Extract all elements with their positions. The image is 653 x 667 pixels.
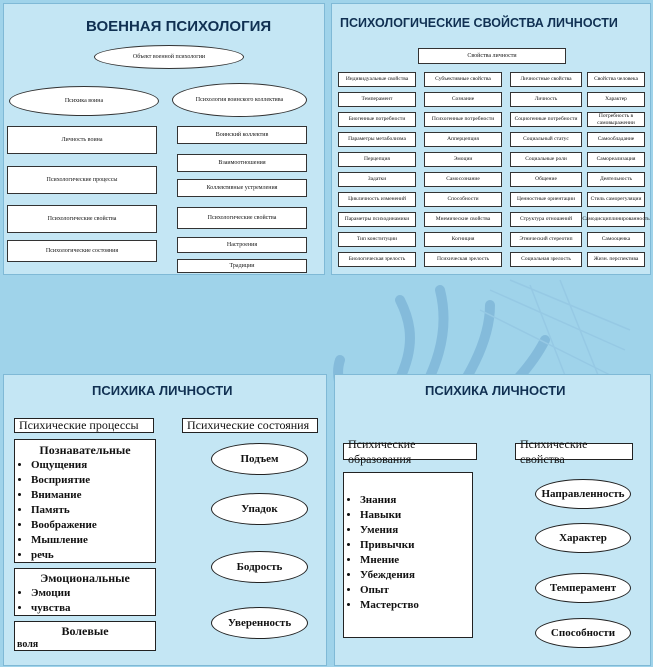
property-column-header: Индивидуальные свойства bbox=[338, 72, 416, 87]
property-cell: Цикличность изменений bbox=[338, 192, 416, 207]
list-item: • Воображение bbox=[31, 518, 155, 533]
property-cell: Когниция bbox=[424, 232, 502, 247]
property-cell: Тип конституции bbox=[338, 232, 416, 247]
left-item-1: Личность воина bbox=[7, 126, 157, 154]
left-item-4: Психологические состояния bbox=[7, 240, 157, 262]
left-item-3: Психологические свойства bbox=[7, 205, 157, 233]
property-oval-3: Темперамент bbox=[535, 573, 631, 603]
property-cell: Личность bbox=[510, 92, 582, 107]
list-item: • Привычки bbox=[360, 538, 472, 553]
property-cell: Социальные роли bbox=[510, 152, 582, 167]
warrior-psyche-ellipse: Психика воина bbox=[9, 86, 159, 116]
property-cell: Самообладание bbox=[587, 132, 645, 147]
right-item-3: Коллективные устремления bbox=[177, 179, 307, 197]
property-cell: Сознание bbox=[424, 92, 502, 107]
property-cell: Эмоции bbox=[424, 152, 502, 167]
emotional-box bbox=[14, 568, 156, 616]
list-item: • Эмоции bbox=[31, 586, 155, 601]
collective-psychology-ellipse: Психология воинского коллектива bbox=[172, 83, 307, 117]
object-ellipse: Объект военной психологии bbox=[94, 45, 244, 69]
list-item: • Мышление bbox=[31, 533, 155, 548]
military-psychology-panel bbox=[3, 3, 325, 275]
property-cell: Общение bbox=[510, 172, 582, 187]
cognitive-heading: Познавательные bbox=[39, 443, 131, 457]
list-item: • Опыт bbox=[360, 583, 472, 598]
property-cell: Параметры психодинамики bbox=[338, 212, 416, 227]
states-header: Психические состояния bbox=[182, 418, 318, 433]
list-item: • Ощущения bbox=[31, 458, 155, 473]
property-cell: Деятельность bbox=[587, 172, 645, 187]
property-cell: Психогенные потребности bbox=[424, 112, 502, 127]
list-item: • Навыки bbox=[360, 508, 472, 523]
property-cell: Способности bbox=[424, 192, 502, 207]
psyche-panel-left bbox=[3, 374, 327, 666]
property-cell: Социогенные потребности bbox=[510, 112, 582, 127]
state-oval-1: Подъем bbox=[211, 443, 308, 475]
property-oval-1: Направленность bbox=[535, 479, 631, 509]
property-oval-2: Характер bbox=[535, 523, 631, 553]
list-item: • Мастерство bbox=[360, 598, 472, 613]
list-item: • Умения bbox=[360, 523, 472, 538]
property-cell: Мнемические свойства bbox=[424, 212, 502, 227]
military-psychology-title: ВОЕННАЯ ПСИХОЛОГИЯ bbox=[86, 18, 272, 35]
right-item-4: Психологические свойства bbox=[177, 207, 307, 229]
left-item-2: Психологические процессы bbox=[7, 166, 157, 194]
list-item: • речь bbox=[31, 548, 155, 563]
property-cell: Психическая зрелость bbox=[424, 252, 502, 267]
emotional-list bbox=[15, 586, 155, 616]
personality-properties-panel bbox=[331, 3, 651, 275]
state-oval-3: Бодрость bbox=[211, 551, 308, 583]
property-cell: Жизн. перспектива bbox=[587, 252, 645, 267]
property-cell: Ценностные ориентации bbox=[510, 192, 582, 207]
property-cell: Этнический стереотип bbox=[510, 232, 582, 247]
cognitive-list bbox=[15, 458, 155, 563]
volitional-tail: воля bbox=[17, 639, 39, 650]
psyche-right-title: ПСИХИКА ЛИЧНОСТИ bbox=[425, 383, 566, 398]
property-column-header: Личностные свойства bbox=[510, 72, 582, 87]
list-item: • Знания bbox=[360, 493, 472, 508]
formations-list bbox=[344, 493, 472, 613]
emotional-heading: Эмоциональные bbox=[40, 571, 130, 585]
property-cell: Характер bbox=[587, 92, 645, 107]
properties-header: Свойства личности bbox=[418, 48, 566, 64]
state-oval-2: Упадок bbox=[211, 493, 308, 525]
personality-properties-title: ПСИХОЛОГИЧЕСКИЕ СВОЙСТВА ЛИЧНОСТИ bbox=[340, 16, 618, 30]
property-cell: Самооценка bbox=[587, 232, 645, 247]
volitional-heading: Волевые bbox=[61, 624, 109, 638]
property-cell: Самодисциплинированность bbox=[587, 212, 645, 227]
property-cell: Темперамент bbox=[338, 92, 416, 107]
formations-header: Психические образования bbox=[343, 443, 477, 460]
property-cell: Социальный статус bbox=[510, 132, 582, 147]
state-oval-4: Уверенность bbox=[211, 607, 308, 639]
right-item-5: Настроения bbox=[177, 237, 307, 253]
property-cell: Параметры метаболизма bbox=[338, 132, 416, 147]
property-column-header: Свойства человека bbox=[587, 72, 645, 87]
list-item: • Память bbox=[31, 503, 155, 518]
psyche-panel-right bbox=[334, 374, 651, 666]
property-cell: Самосознание bbox=[424, 172, 502, 187]
property-oval-4: Способности bbox=[535, 618, 631, 648]
right-item-2: Взаимоотношения bbox=[177, 154, 307, 172]
list-item: • Внимание bbox=[31, 488, 155, 503]
property-cell: Перцепция bbox=[338, 152, 416, 167]
property-cell: Стиль саморегуляции bbox=[587, 192, 645, 207]
property-cell: Апперцепция bbox=[424, 132, 502, 147]
volitional-box bbox=[14, 621, 156, 651]
processes-header: Психические процессы bbox=[14, 418, 154, 433]
list-item: • Восприятие bbox=[31, 473, 155, 488]
list-item: • чувства bbox=[31, 601, 155, 616]
list-item: • Убеждения bbox=[360, 568, 472, 583]
psyche-left-title: ПСИХИКА ЛИЧНОСТИ bbox=[92, 383, 233, 398]
property-cell: Структура отношений bbox=[510, 212, 582, 227]
properties-header-right: Психические свойства bbox=[515, 443, 633, 460]
property-cell: Биогенные потребности bbox=[338, 112, 416, 127]
right-item-6: Традиции bbox=[177, 259, 307, 273]
property-cell: Потребность в самовыражении bbox=[587, 112, 645, 127]
property-cell: Социальная зрелость bbox=[510, 252, 582, 267]
formations-box bbox=[343, 472, 473, 638]
list-item: • Мнение bbox=[360, 553, 472, 568]
cognitive-box bbox=[14, 439, 156, 563]
right-item-1: Воинский коллектив bbox=[177, 126, 307, 144]
property-column-header: Субъективные свойства bbox=[424, 72, 502, 87]
property-cell: Самореализация bbox=[587, 152, 645, 167]
property-cell: Биологическая зрелость bbox=[338, 252, 416, 267]
property-cell: Задатки bbox=[338, 172, 416, 187]
